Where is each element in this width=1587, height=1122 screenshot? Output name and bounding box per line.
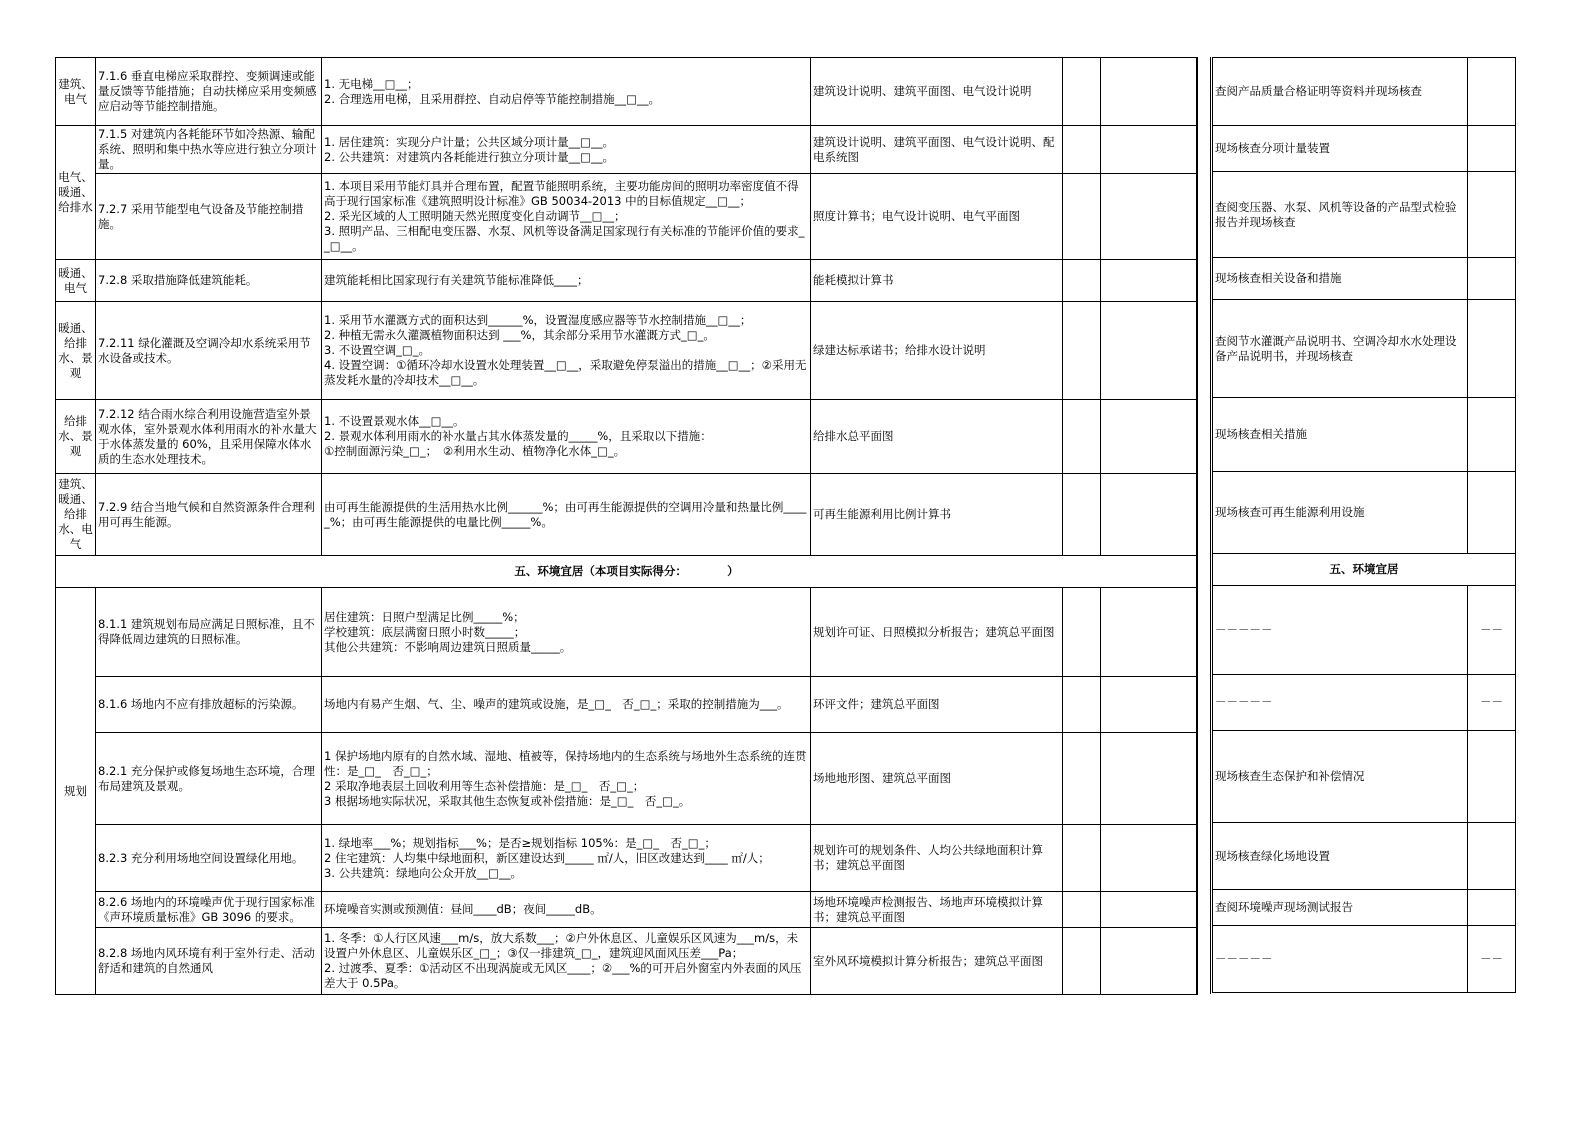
table-row bbox=[1213, 823, 1516, 890]
requirement-line: 2. 采光区域的人工照明随天然光照度变化自动调节__□__； bbox=[324, 209, 626, 223]
check-cell: －－－－－ bbox=[1213, 586, 1468, 675]
table-row bbox=[1213, 58, 1516, 126]
check-score-cell bbox=[1468, 398, 1516, 472]
table-row bbox=[56, 588, 1198, 677]
table-row bbox=[56, 928, 1198, 995]
item-cell: 7.2.9 结合当地气候和自然资源条件合理利用可再生能源。 bbox=[96, 474, 322, 556]
requirement-line: 3. 照明产品、三相配电变压器、水泵、风机等设备满足国家现行有关标准的节能评价值的要求__□__。 bbox=[324, 224, 805, 253]
table-row bbox=[1213, 926, 1516, 993]
table-row bbox=[56, 126, 1198, 174]
score-cell bbox=[1063, 260, 1101, 302]
docs-cell: 环评文件；建筑总平面图 bbox=[811, 677, 1063, 733]
score-cell bbox=[1063, 733, 1101, 825]
category-cell: 建筑、电气 bbox=[56, 58, 96, 126]
table-row bbox=[56, 677, 1198, 733]
remark-cell bbox=[1101, 400, 1198, 474]
category-cell: 规划 bbox=[56, 588, 96, 995]
requirement-line: 3 根据场地实际状况，采取其他生态恢复或补偿措施：是_□_ 否_□_。 bbox=[324, 793, 691, 808]
requirement-line: 2. 合理选用电梯，且采用群控、自动启停等节能控制措施__□__。 bbox=[324, 91, 660, 106]
check-cell: 现场核查相关设备和措施 bbox=[1213, 258, 1468, 300]
docs-cell: 能耗模拟计算书 bbox=[811, 260, 1063, 302]
requirement-line: 1. 不设置景观水体__□__。 bbox=[324, 414, 465, 428]
section-header-row bbox=[56, 556, 1198, 588]
check-cell: 查阅产品质量合格证明等资料并现场核查 bbox=[1213, 58, 1468, 126]
requirement-cell bbox=[322, 474, 811, 556]
column-gap bbox=[1196, 57, 1211, 994]
requirement-line: 3. 不设置空调_□_。 bbox=[324, 343, 430, 357]
check-score-cell bbox=[1468, 823, 1516, 890]
check-cell: 现场核查分项计量装置 bbox=[1213, 126, 1468, 172]
remark-cell bbox=[1101, 302, 1198, 400]
score-cell bbox=[1063, 174, 1101, 260]
remark-cell bbox=[1101, 825, 1198, 892]
item-cell: 7.1.5 对建筑内各耗能环节如冷热源、输配系统、照明和集中热水等应进行独立分项计量。 bbox=[96, 126, 322, 174]
check-cell: 现场核查绿化场地设置 bbox=[1213, 823, 1468, 890]
requirement-line: ①控制面源污染_□_； ②利用水生动、植物净化水体_□_。 bbox=[324, 444, 626, 458]
check-cell: －－－－－ bbox=[1213, 675, 1468, 731]
score-cell bbox=[1063, 677, 1101, 733]
docs-cell: 建筑设计说明、建筑平面图、电气设计说明 bbox=[811, 58, 1063, 126]
requirement-line: 2. 景观水体利用雨水的补水量占其水体蒸发量的_____%，且采取以下措施： bbox=[324, 429, 712, 443]
check-cell: 现场核查可再生能源利用设施 bbox=[1213, 472, 1468, 554]
requirement-line: 场地内有易产生烟、气、尘、噪声的建筑或设施，是_□_ 否_□_；采取的控制措施为___。 bbox=[324, 697, 789, 711]
remark-cell bbox=[1101, 126, 1198, 174]
score-cell bbox=[1063, 892, 1101, 928]
section-title-right: 五、环境宜居 bbox=[1213, 554, 1516, 586]
check-score-cell: －－ bbox=[1468, 586, 1516, 675]
check-score-cell bbox=[1468, 472, 1516, 554]
check-score-cell bbox=[1468, 731, 1516, 823]
remark-cell bbox=[1101, 260, 1198, 302]
category-cell: 电气、暖通、给排水 bbox=[56, 126, 96, 260]
check-score-cell bbox=[1468, 300, 1516, 398]
item-cell: 7.1.6 垂直电梯应采取群控、变频调速或能量反馈等节能措施；自动扶梯应采用变频感应启动等节能控制措施。 bbox=[96, 58, 322, 126]
table-row bbox=[56, 400, 1198, 474]
check-table bbox=[1212, 57, 1516, 993]
requirement-line: 2. 过渡季、夏季：①活动区不出现涡旋或无风区____；②___%的可开启外窗室内外表面的风压差大于 0.5Pa。 bbox=[324, 961, 802, 990]
table-row bbox=[56, 892, 1198, 928]
check-score-cell bbox=[1468, 58, 1516, 126]
category-cell: 暖通、电气 bbox=[56, 260, 96, 302]
remark-cell bbox=[1101, 58, 1198, 126]
item-cell: 7.2.12 结合雨水综合利用设施营造室外景观水体，室外景观水体利用雨水的补水量大于水体蒸发量的 60%，且采用保障水体水质的生态水处理技术。 bbox=[96, 400, 322, 474]
requirement-line: 其他公共建筑：不影响周边建筑日照质量_____。 bbox=[324, 639, 572, 654]
table-row bbox=[1213, 172, 1516, 258]
table-row bbox=[1213, 300, 1516, 398]
requirement-line: 2 采取净地表层土回收利用等生态补偿措施：是_□_ 否_□_； bbox=[324, 778, 645, 793]
table-row bbox=[1213, 258, 1516, 300]
category-cell: 建筑、暖通、给排水、电气 bbox=[56, 474, 96, 556]
table-row bbox=[56, 302, 1198, 400]
score-cell bbox=[1063, 825, 1101, 892]
requirement-cell bbox=[322, 677, 811, 733]
remark-cell bbox=[1101, 174, 1198, 260]
item-cell: 8.1.1 建筑规划布局应满足日照标准，且不得降低周边建筑的日照标准。 bbox=[96, 588, 322, 677]
requirement-line: 2 住宅建筑：人均集中绿地面积，新区建设达到_____ ㎡/人，旧区改建达到____ ㎡/人； bbox=[324, 850, 770, 865]
check-cell: 现场核查相关措施 bbox=[1213, 398, 1468, 472]
requirement-line: 1. 本项目采用节能灯具并合理布置，配置节能照明系统，主要功能房间的照明功率密度值不得高于现行国家标准《建筑照明设计标准》GB 50034-2013 中的目标值规定__□__； bbox=[324, 179, 799, 208]
check-cell: －－－－－ bbox=[1213, 926, 1468, 993]
item-cell: 8.2.8 场地内风环境有利于室外行走、活动舒适和建筑的自然通风 bbox=[96, 928, 322, 995]
item-cell: 7.2.8 采取措施降低建筑能耗。 bbox=[96, 260, 322, 302]
requirement-line: 建筑能耗相比国家现行有关建筑节能标准降低____； bbox=[324, 273, 589, 287]
docs-cell: 绿建达标承诺书；给排水设计说明 bbox=[811, 302, 1063, 400]
requirement-cell bbox=[322, 400, 811, 474]
check-score-cell: －－ bbox=[1468, 675, 1516, 731]
requirement-line: 环境噪音实测或预测值：昼间____dB；夜间_____dB。 bbox=[324, 902, 602, 916]
check-score-cell bbox=[1468, 126, 1516, 172]
score-cell bbox=[1063, 588, 1101, 677]
item-cell: 8.2.3 充分利用场地空间设置绿化用地。 bbox=[96, 825, 322, 892]
score-cell bbox=[1063, 302, 1101, 400]
check-score-cell: －－ bbox=[1468, 926, 1516, 993]
docs-cell: 建筑设计说明、建筑平面图、电气设计说明、配电系统图 bbox=[811, 126, 1063, 174]
item-cell: 7.2.11 绿化灌溉及空调冷却水系统采用节水设备或技术。 bbox=[96, 302, 322, 400]
score-cell bbox=[1063, 928, 1101, 995]
requirement-line: 1. 居住建筑：实现分户计量；公共区域分项计量__□__。 bbox=[324, 134, 614, 149]
docs-cell: 室外风环境模拟计算分析报告；建筑总平面图 bbox=[811, 928, 1063, 995]
main-table bbox=[55, 57, 1198, 995]
score-cell bbox=[1063, 400, 1101, 474]
check-cell: 查阅节水灌溉产品说明书、空调冷却水水处理设备产品说明书，并现场核查 bbox=[1213, 300, 1468, 398]
table-row bbox=[1213, 126, 1516, 172]
category-cell: 暖通、给排水、景观 bbox=[56, 302, 96, 400]
remark-cell bbox=[1101, 677, 1198, 733]
table-row bbox=[56, 58, 1198, 126]
table-row bbox=[56, 174, 1198, 260]
requirement-line: 由可再生能源提供的生活用热水比例______%；由可再生能源提供的空调用冷量和热量比例_____%；由可再生能源提供的电量比例_____%。 bbox=[324, 499, 807, 529]
item-cell: 8.1.6 场地内不应有排放超标的污染源。 bbox=[96, 677, 322, 733]
table-row bbox=[1213, 472, 1516, 554]
table-row bbox=[1213, 890, 1516, 926]
table-row bbox=[1213, 398, 1516, 472]
item-cell: 8.2.6 场地内的环境噪声优于现行国家标准《声环境质量标准》GB 3096 的要求。 bbox=[96, 892, 322, 928]
requirement-line: 2. 公共建筑：对建筑内各耗能进行独立分项计量__□__。 bbox=[324, 149, 614, 164]
requirement-line: 1. 冬季：①人行区风速___m/s，放大系数___；②户外休息区、儿童娱乐区风速为___m/s，未设置户外休息区、儿童娱乐区_□_；③仅一排建筑_□_，建筑迎风面风压差___Pa； bbox=[324, 931, 799, 960]
table-row bbox=[56, 733, 1198, 825]
remark-cell bbox=[1101, 928, 1198, 995]
docs-cell: 规划许可的规划条件、人均公共绿地面积计算书；建筑总平面图 bbox=[811, 825, 1063, 892]
score-cell bbox=[1063, 58, 1101, 126]
category-cell: 给排水、景观 bbox=[56, 400, 96, 474]
requirement-cell bbox=[322, 260, 811, 302]
docs-cell: 场地环境噪声检测报告、场地声环境模拟计算书；建筑总平面图 bbox=[811, 892, 1063, 928]
check-cell: 查阅环境噪声现场测试报告 bbox=[1213, 890, 1468, 926]
requirement-cell bbox=[322, 825, 811, 892]
docs-cell: 规划许可证、日照模拟分析报告；建筑总平面图 bbox=[811, 588, 1063, 677]
score-cell bbox=[1063, 126, 1101, 174]
requirement-line: 1 保护场地内原有的自然水域、湿地、植被等，保持场地内的生态系统与场地外生态系统的连贯性：是_□_ 否_□_； bbox=[324, 748, 807, 778]
item-cell: 7.2.7 采用节能型电气设备及节能控制措施。 bbox=[96, 174, 322, 260]
docs-cell: 场地地形图、建筑总平面图 bbox=[811, 733, 1063, 825]
table-row bbox=[1213, 731, 1516, 823]
table-row bbox=[56, 825, 1198, 892]
requirement-cell bbox=[322, 733, 811, 825]
requirement-cell bbox=[322, 588, 811, 677]
requirement-line: 3. 公共建筑：绿地向公众开放__□__。 bbox=[324, 865, 522, 880]
remark-cell bbox=[1101, 892, 1198, 928]
requirement-cell bbox=[322, 174, 811, 260]
docs-cell: 照度计算书；电气设计说明、电气平面图 bbox=[811, 174, 1063, 260]
requirement-cell bbox=[322, 58, 811, 126]
docs-cell: 给排水总平面图 bbox=[811, 400, 1063, 474]
item-cell: 8.2.1 充分保护或修复场地生态环境，合理布局建筑及景观。 bbox=[96, 733, 322, 825]
remark-cell bbox=[1101, 733, 1198, 825]
check-score-cell bbox=[1468, 890, 1516, 926]
table-row bbox=[56, 260, 1198, 302]
check-cell: 查阅变压器、水泵、风机等设备的产品型式检验报告并现场核查 bbox=[1213, 172, 1468, 258]
remark-cell bbox=[1101, 588, 1198, 677]
requirement-line: 2. 种植无需永久灌溉植物面积达到 ___%，其余部分采用节水灌溉方式_□_。 bbox=[324, 328, 715, 342]
docs-cell: 可再生能源利用比例计算书 bbox=[811, 474, 1063, 556]
check-cell: 现场核查生态保护和补偿情况 bbox=[1213, 731, 1468, 823]
requirement-cell bbox=[322, 928, 811, 995]
requirement-cell bbox=[322, 126, 811, 174]
requirement-line: 1. 采用节水灌溉方式的面积达到______%，设置湿度感应器等节水控制措施__□__； bbox=[324, 313, 752, 327]
requirement-line: 居住建筑：日照户型满足比例_____%； bbox=[324, 609, 525, 624]
check-score-cell bbox=[1468, 258, 1516, 300]
requirement-line: 4. 设置空调：①循环冷却水设置水处理装置__□__，采取避免停泵溢出的措施__□__；②采用无蒸发耗水量的冷却技术__□__。 bbox=[324, 358, 807, 387]
check-score-cell bbox=[1468, 172, 1516, 258]
requirement-line: 学校建筑：底层满窗日照小时数_____； bbox=[324, 624, 526, 639]
requirement-line: 1. 无电梯__□__； bbox=[324, 76, 419, 91]
table-row bbox=[1213, 586, 1516, 675]
section-title: 五、环境宜居（本项目实际得分： ） bbox=[56, 556, 1198, 588]
section-header-row bbox=[1213, 554, 1516, 586]
remark-cell bbox=[1101, 474, 1198, 556]
score-cell bbox=[1063, 474, 1101, 556]
requirement-line: 1. 绿地率___%；规划指标___%；是否≥规划指标 105%：是_□_ 否_□_； bbox=[324, 835, 716, 850]
table-row bbox=[1213, 675, 1516, 731]
table-row bbox=[56, 474, 1198, 556]
requirement-cell bbox=[322, 302, 811, 400]
requirement-cell bbox=[322, 892, 811, 928]
